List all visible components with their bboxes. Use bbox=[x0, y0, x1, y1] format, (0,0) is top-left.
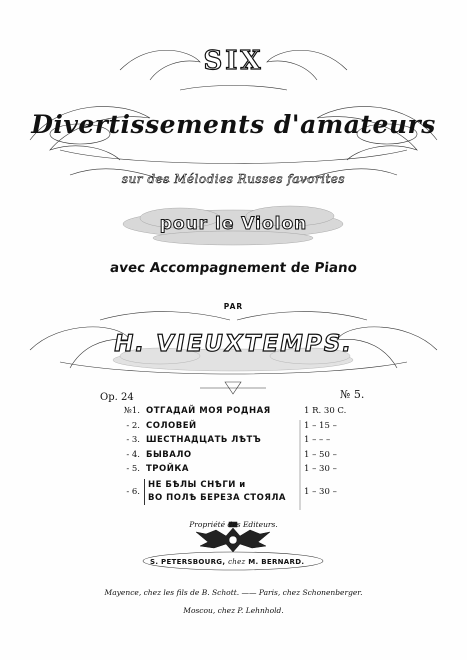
six-heading: SIX bbox=[203, 46, 264, 76]
instrument-line: pour le Violon bbox=[159, 214, 308, 234]
list-item bbox=[118, 421, 368, 436]
list-item bbox=[118, 464, 368, 479]
copyright-notice: Propriété des Editeurs. bbox=[189, 520, 278, 529]
list-item bbox=[118, 406, 368, 421]
opus-number: Op. 24 bbox=[100, 392, 134, 403]
list-item bbox=[118, 435, 368, 450]
piece-price: 1 – 15 – bbox=[304, 420, 337, 431]
piece-num: - 2. bbox=[126, 420, 140, 431]
piece-price: 1 – 30 – bbox=[304, 464, 337, 474]
accompaniment-line: avec Accompagnement de Piano bbox=[109, 260, 358, 276]
piece-price: 1 – – – bbox=[304, 435, 331, 445]
piece-price: 1 – 50 – bbox=[304, 449, 337, 460]
publisher-name: M. BERNARD. bbox=[248, 558, 305, 566]
piece-title: СОЛОВЕЙ bbox=[146, 420, 197, 431]
subtitle: sur des Mélodies Russes favorites bbox=[121, 172, 346, 186]
main-title: Divertissements d'amateurs bbox=[31, 110, 436, 139]
piece-number: № 5. bbox=[340, 388, 365, 401]
piece-num: - 5. bbox=[126, 464, 140, 474]
piece-title bbox=[144, 479, 286, 505]
list-item bbox=[118, 450, 368, 465]
publisher-chez: chez bbox=[228, 558, 246, 566]
piece-title: ТРОЙКА bbox=[146, 464, 189, 474]
composer-name: H. VIEUXTEMPS. bbox=[111, 331, 356, 357]
piece-title: БЫВАЛО bbox=[146, 449, 192, 460]
piece-title: ШЕСТНАДЦАТЬ ЛѢТЪ bbox=[146, 435, 262, 445]
piece-num: - 3. bbox=[126, 435, 140, 445]
piece-num: - 4. bbox=[126, 449, 140, 460]
piece-title-line-2: ВО ПОЛѢ БЕРЕЗА СТОЯЛА bbox=[148, 492, 287, 503]
agents-line-2: Moscou, chez P. Lehnhold. bbox=[183, 606, 284, 615]
list-item bbox=[118, 479, 368, 509]
par-label: PAR bbox=[223, 302, 244, 311]
piece-title-line-1: НЕ БѢЛЫ СНѢГИ и bbox=[148, 479, 246, 490]
publisher-city: S. PETERSBOURG, bbox=[150, 558, 226, 566]
piece-price: 1 – 30 – bbox=[304, 486, 337, 497]
publisher-line bbox=[150, 558, 304, 566]
piece-title: ОТГАДАЙ МОЯ РОДНАЯ bbox=[146, 406, 271, 416]
piece-num: - 6. bbox=[126, 486, 140, 497]
pieces-list bbox=[118, 406, 368, 509]
agents-line-1: Mayence, chez les fils de B. Schott. —— Paris, chez Schonenberger. bbox=[104, 588, 363, 597]
piece-num: №1. bbox=[123, 406, 140, 416]
piece-price: 1 R. 30 C. bbox=[304, 406, 347, 416]
